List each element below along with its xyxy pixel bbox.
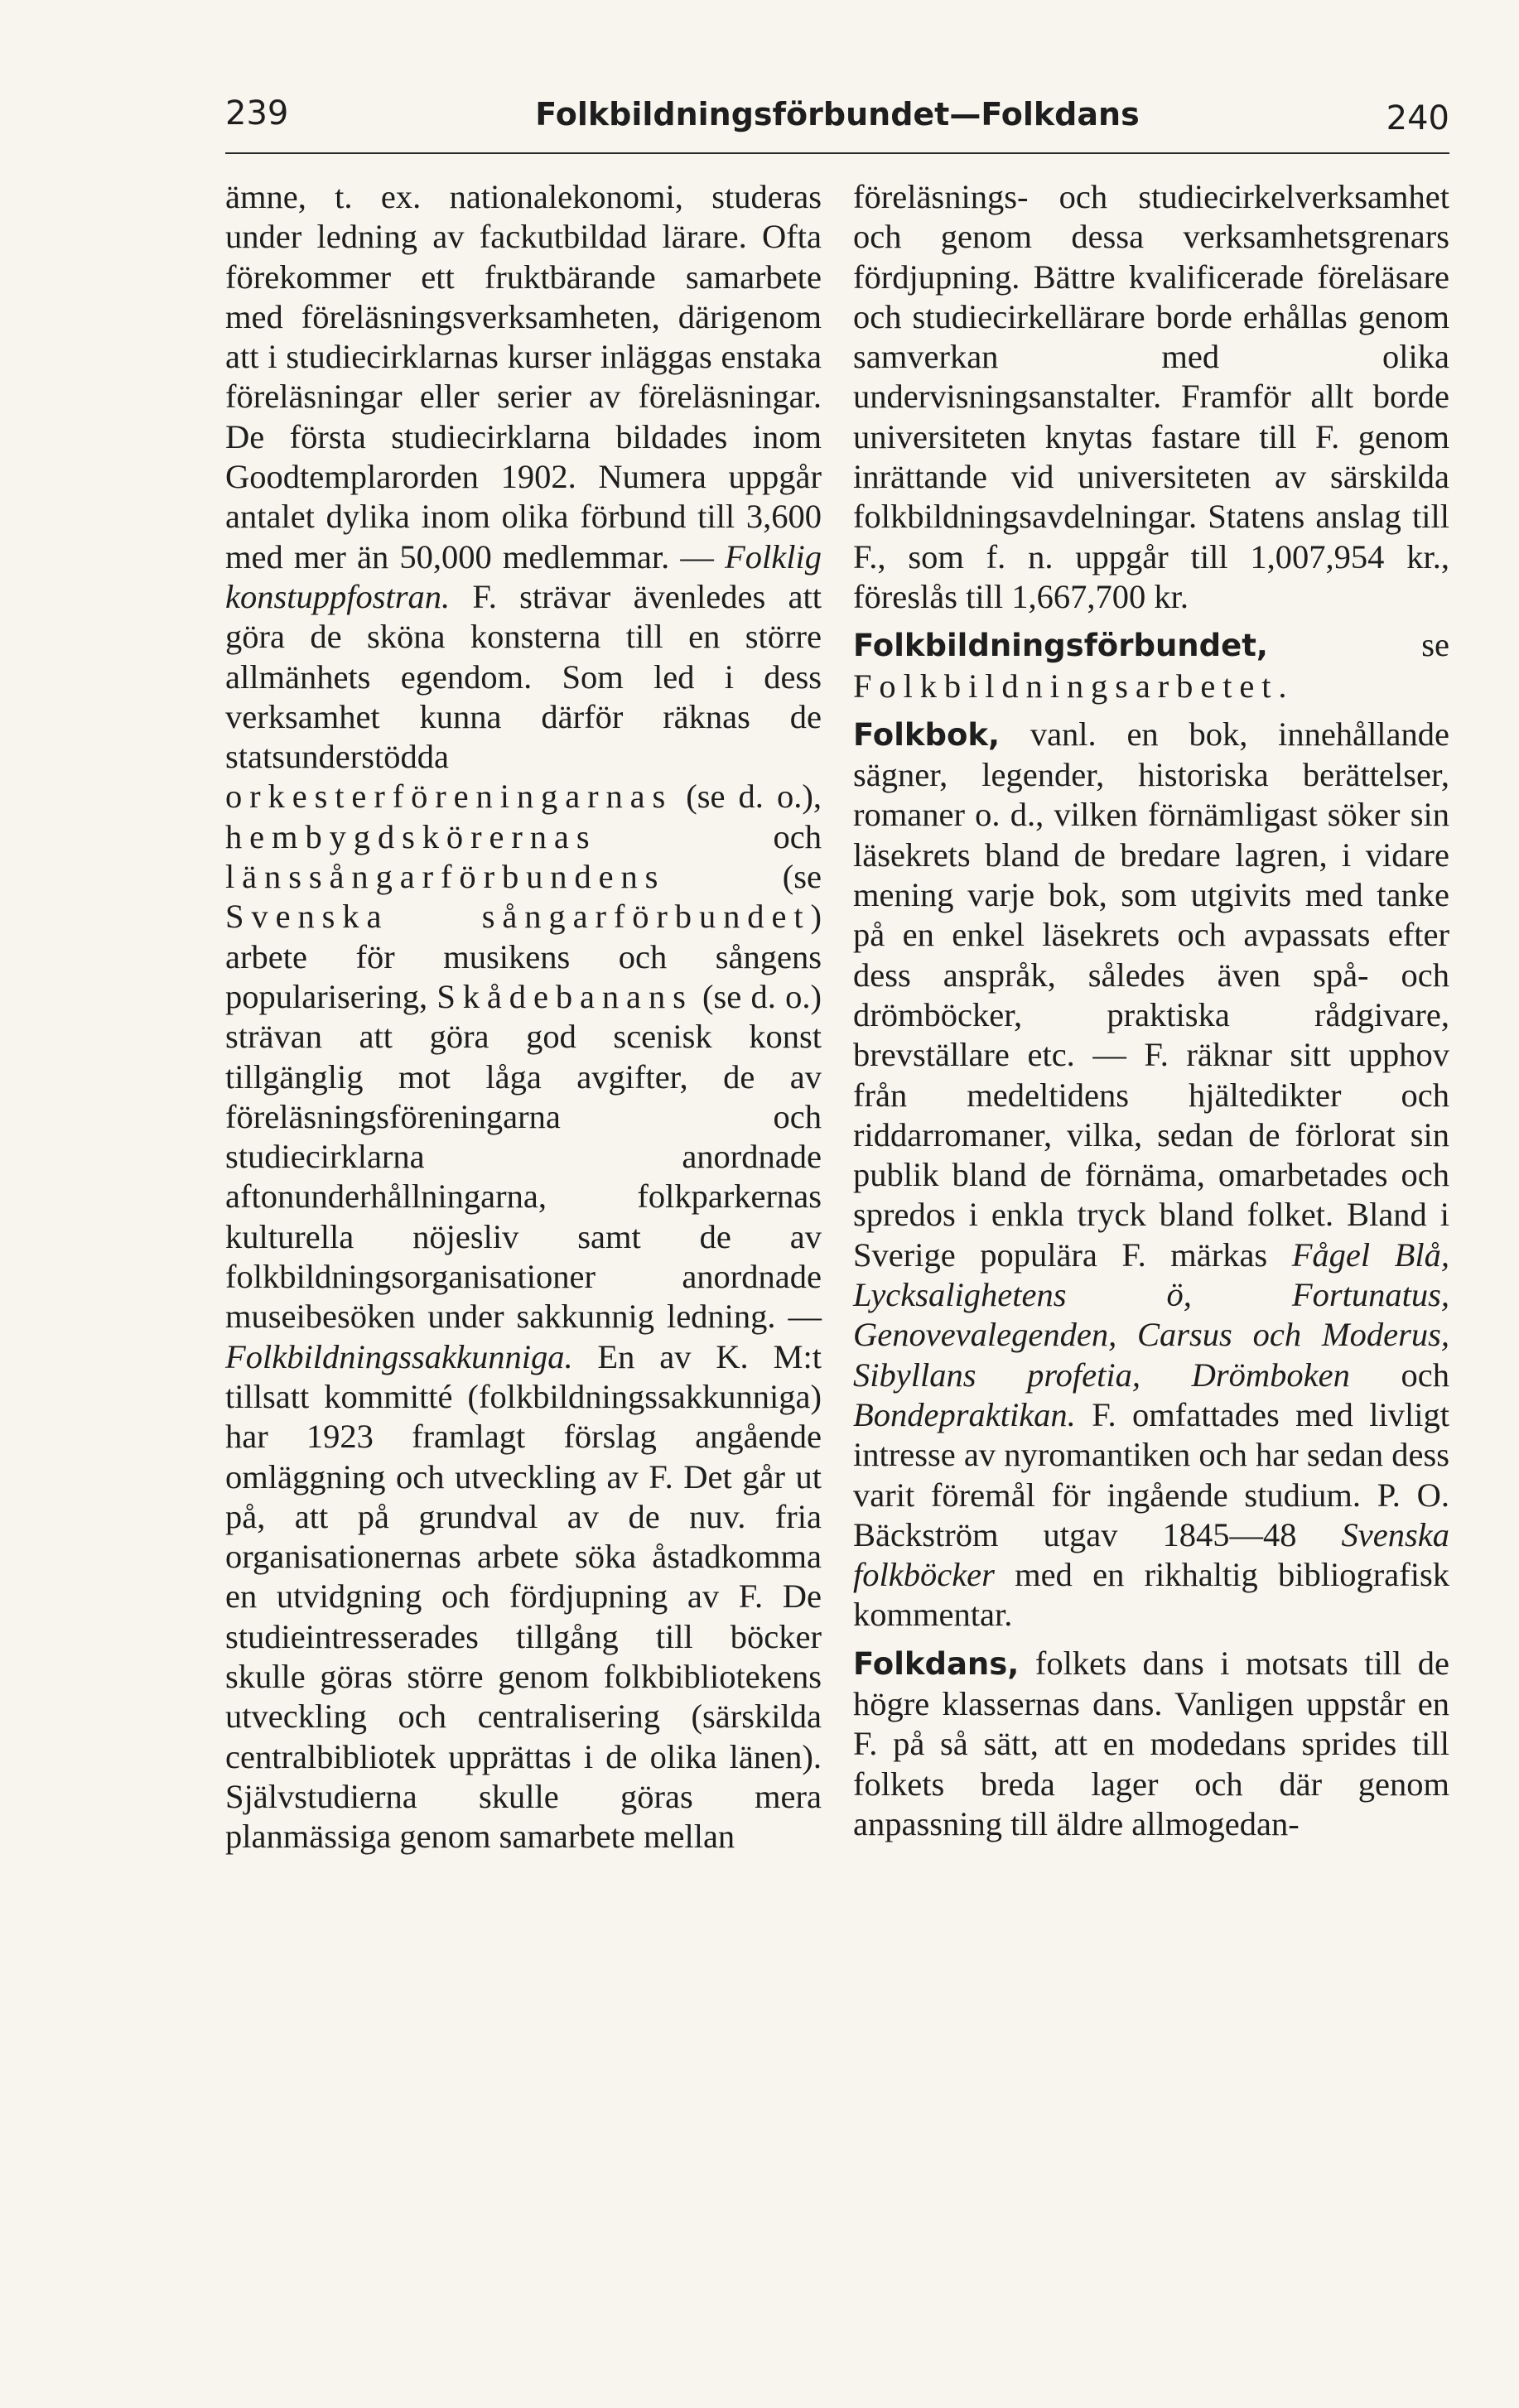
italic-title: Svenska folkböcker — [853, 1515, 1449, 1594]
body-text: (se — [665, 858, 822, 896]
body-text: En av K. M:t tillsatt kommitté (folkbildningssakkunniga) har 1923 framlagt förslag angående omläggning och utveckling av F. Det går ut på, att på grundval av de nuv. fria organisationernas arbete söka åstadkomma en utvidgning och fördjupning av F. De studieintresserades tillgång till böcker skulle göras större genom folkbibliotekens utveckling och centralisering (särskilda centralbibliotek upprättas i de olika länen). Självstudierna skulle göras mera planmässiga genom samarbete mellan — [225, 1337, 822, 1856]
body-text: se — [1267, 626, 1449, 664]
entry-folkdans — [853, 1644, 1449, 1844]
body-text: folkets dans i motsats till de högre klassernas dans. Vanligen uppstår en F. på så sätt, att en modedans sprides till folkets breda lager och där genom anpassning till äldre allmogedan- — [853, 1644, 1449, 1842]
header-rule — [225, 152, 1449, 154]
entry-headword: Folkbok, — [853, 716, 1001, 753]
left-column — [225, 177, 822, 1857]
spaced-term: orkesterföreningarnas — [225, 778, 673, 816]
entry-folkbildningsarbetet-continued — [225, 177, 822, 1857]
spaced-term: länssångarförbundens — [225, 858, 666, 896]
body-text: (se d. o.), — [673, 778, 822, 816]
body-text: och — [1349, 1356, 1449, 1394]
body-text: ) arbete för musikens och sångens popularisering, — [225, 898, 822, 1015]
entry-headword: Folkbildningsförbundet, — [853, 628, 1268, 664]
spaced-term: Skådebanans — [436, 977, 693, 1015]
page-number-right: 240 — [1386, 99, 1449, 137]
subheading-folklig-konstuppfostran: Folklig konstuppfostran. — [225, 537, 822, 615]
running-title: Folkbildningsförbundet—Folkdans — [535, 96, 1140, 132]
body-text: med en rikhaltig bibliografisk kommentar. — [853, 1556, 1449, 1634]
cross-reference: Folkbildningsarbetet. — [853, 667, 1295, 705]
page-header — [225, 89, 1449, 147]
body-text: F. strävar ävenledes att göra de sköna konsterna till en större allmänhets egendom. Som led i dess verksamhet kunna därför räknas de statsunderstödda — [225, 577, 822, 776]
italic-title: Bondepraktikan. — [853, 1395, 1076, 1433]
body-text: ämne, t. ex. nationalekonomi, studeras under ledning av fackutbildad lärare. Ofta förekommer ett fruktbärande samarbete med föreläsningsverksamheten, därigenom att i studiecirklarnas kurser inläggas enstaka föreläsningar eller serier av föreläsningar. De första studiecirklarna bildades inom Goodtemplarorden 1902. Numera uppgår antalet dylika inom olika förbund till 3,600 med mer än 50,000 medlemmar. — — [225, 178, 822, 576]
spaced-term: hembygdskörernas — [225, 817, 597, 855]
entry-headword: Folkdans, — [853, 1645, 1020, 1682]
italic-titles: Fågel Blå, Lycksalighetens ö, Fortunatus, Genovevalegenden, Carsus och Moderus, Sibyllans profetia, Drömboken — [853, 1235, 1449, 1394]
body-text: vanl. en bok, innehållande sägner, legender, historiska berättelser, romaner o. d., vilken förnämligast söker sin läsekrets bland de bredare lagren, i vidare mening varje bok, som utgivits med tanke på en enkel läsekrets och avpassats efter dess anspråk, således även spå- och drömböcker, praktiska rådgivare, brevställare etc. — F. räknar sitt upphov från medeltidens hjältedikter och riddarromaner, vilka, sedan de förlorat sin publik bland de förnäma, omarbetades och spredos i enkla tryck bland folket. Bland i Sverige populära F. märkas — [853, 715, 1449, 1274]
entry-folkbok — [853, 715, 1449, 1635]
page-number-left: 239 — [225, 94, 289, 132]
right-column — [853, 177, 1449, 1844]
subheading-folkbildningssakkunniga: Folkbildningssakkunniga. — [225, 1337, 573, 1375]
body-text: F. omfattades med livligt intresse av nyromantiken och har sedan dess varit föremål för ingående studium. P. O. Bäckström utgav 1845—48 — [853, 1395, 1449, 1553]
entry-continuation: föreläsnings- och studiecirkelverksamhet och genom dessa verksamhetsgrenars fördjupning. Bättre kvalificerade föreläsare och studiecirkellärare borde erhållas genom samverkan med olika undervisningsanstalter. Framför allt borde universiteten knytas fastare till F. genom inrättande vid universiteten av särskilda folkbildningsavdelningar. Statens anslag till F., som f. n. uppgår till 1,007,954 kr., föreslås till 1,667,700 kr. — [853, 178, 1449, 615]
body-text: (se d. o.) strävan att göra god scenisk konst tillgänglig mot låga avgifter, de av föreläsningsföreningarna och studiecirklarna anordnade aftonunderhållningarna, folkparkernas kulturella nöjesliv samt de av folkbildningsorganisationer anordnade museibesöken under sakkunnig ledning. — — [225, 977, 822, 1336]
spaced-term: Svenska sångarförbundet — [225, 898, 811, 936]
body-text: och — [596, 817, 822, 855]
entry-folkbildningsforbundet — [853, 625, 1449, 706]
